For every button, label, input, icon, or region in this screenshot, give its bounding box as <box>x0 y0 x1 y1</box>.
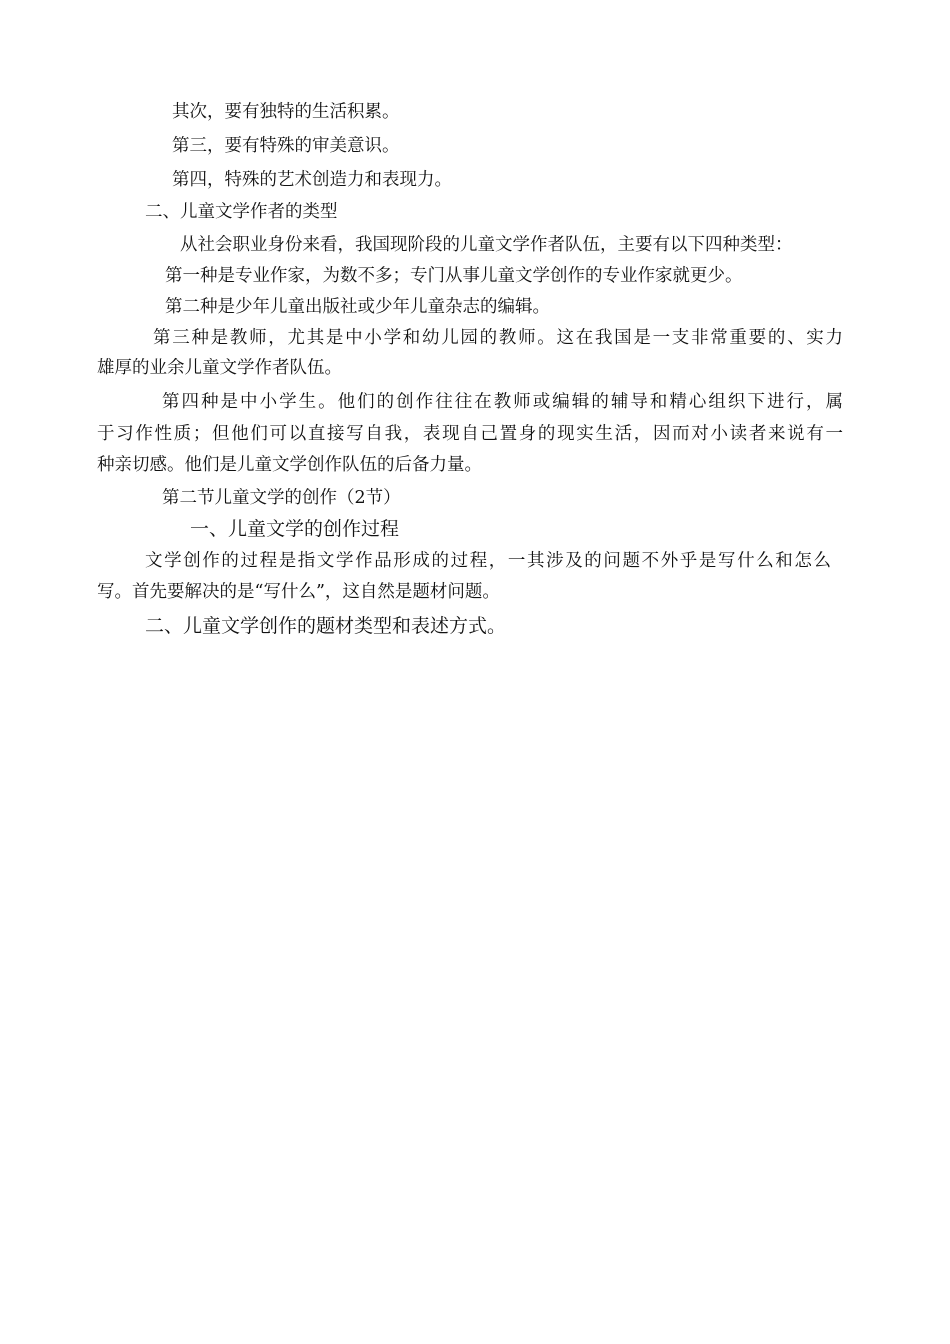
chapter-heading: 第二节儿童文学的创作（2节） <box>162 488 401 508</box>
author-type-2: 第二种是少年儿童出版社或少年儿童杂志的编辑。 <box>165 297 550 317</box>
author-type-4-line-1: 第四种是中小学生。他们的创作往往在教师或编辑的辅导和精心组织下进行，属 <box>162 392 843 412</box>
author-type-4-line-3: 种亲切感。他们是儿童文学创作队伍的后备力量。 <box>97 455 482 475</box>
quality-3: 第三，要有特殊的审美意识。 <box>172 136 400 156</box>
author-types-intro: 从社会职业身份来看，我国现阶段的儿童文学作者队伍，主要有以下四种类型： <box>180 235 793 255</box>
creation-process-heading: 一、儿童文学的创作过程 <box>190 518 400 540</box>
section-heading-author-types: 二、儿童文学作者的类型 <box>145 202 338 222</box>
themes-heading: 二、儿童文学创作的题材类型和表述方式。 <box>145 615 507 637</box>
author-type-4-line-2: 于习作性质；但他们可以直接写自我，表现自己置身的现实生活，因而对小读者来说有一 <box>97 424 843 444</box>
quality-4: 第四，特殊的艺术创造力和表现力。 <box>172 170 452 190</box>
author-type-1: 第一种是专业作家，为数不多；专门从事儿童文学创作的专业作家就更少。 <box>165 266 743 286</box>
quality-2: 其次，要有独特的生活积累。 <box>172 102 400 122</box>
creation-process-line-1: 文学创作的过程是指文学作品形成的过程，一其涉及的问题不外乎是写什么和怎么 <box>145 551 831 571</box>
creation-process-line-2: 写。首先要解决的是“写什么”，这自然是题材问题。 <box>97 582 500 602</box>
author-type-3-line-2: 雄厚的业余儿童文学作者队伍。 <box>97 358 342 378</box>
author-type-3-line-1: 第三种是教师，尤其是中小学和幼儿园的教师。这在我国是一支非常重要的、实力 <box>153 328 843 348</box>
